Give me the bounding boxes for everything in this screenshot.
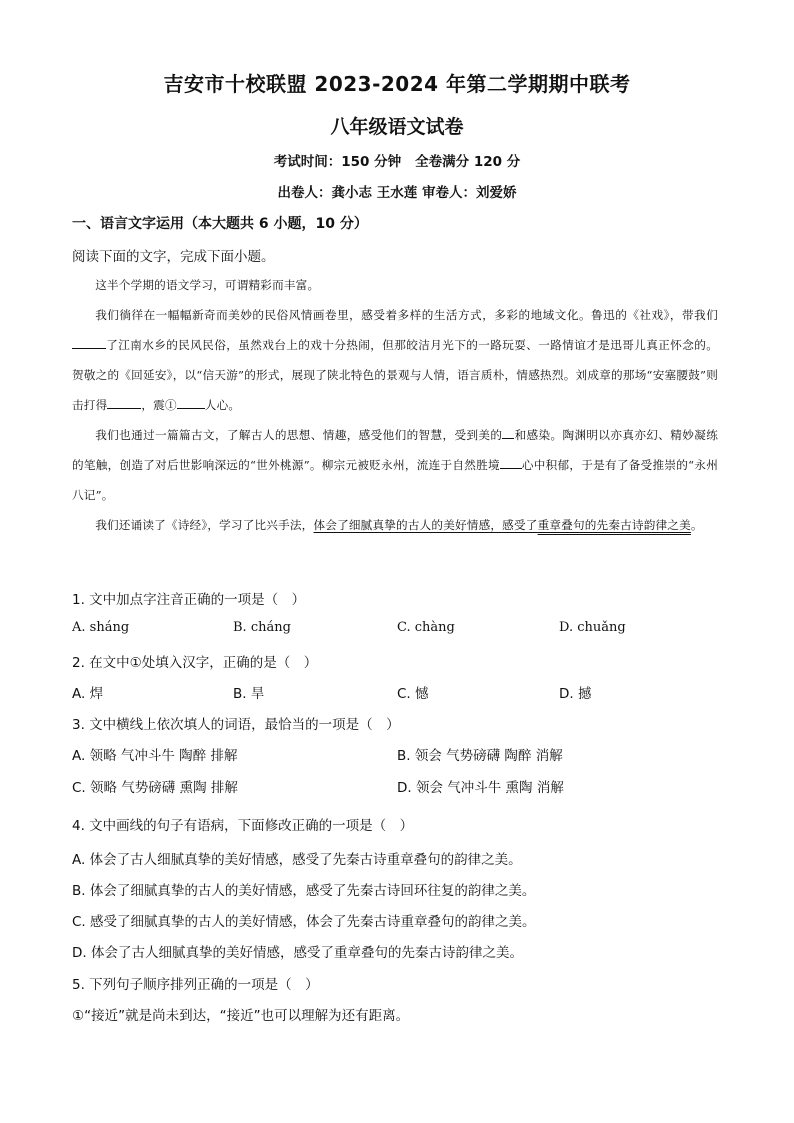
underlined-sentence-end: 重章叠句的先秦古诗韵律之美 — [537, 518, 691, 532]
option-d: D. 体会了古人细腻真挚的美好情感，感受了重章叠句的先秦古诗韵律之美。 — [72, 945, 523, 961]
exam-title: 吉安市十校联盟 2023-2024 年第二学期期中联考 — [163, 72, 631, 96]
option-c: C. chàng — [397, 620, 455, 635]
option-d: D. 撼 — [559, 686, 592, 702]
option-a: A. sháng — [72, 620, 130, 635]
question-2: 2. 在文中①处填入汉字，正确的是（ ） — [72, 655, 318, 671]
exam-time: 考试时间：150 分钟 — [273, 154, 402, 170]
passage-paragraph-4: 我们还诵读了《诗经》，学习了比兴手法，体会了细腻真挚的古人的美好情感，感受了重章叠句的先秦古诗韵律之美。 — [95, 518, 703, 532]
fill-blank — [500, 456, 522, 469]
option-d: D. 领会 气冲斗牛 熏陶 消解 — [397, 780, 564, 796]
passage-paragraph-3: 我们也通过一篇篇古文，了解古人的思想、情趣，感受他们的智慧，受到美的 和感染。陶渊明以亦真亦幻、精妙凝练的笔触，创造了对后世影响深远的“世外桃源”。柳宗元被贬永州，流连于自然胜境 心中积郁，于是有了备受推崇的“永州八记”。 — [72, 428, 718, 502]
passage-paragraph-2: 我们徜徉在一幅幅新奇而美妙的民俗风情画卷里，感受着多样的生活方式，多彩的地域文化。鲁迅的《社戏》，带我们了江南水乡的民风民俗，虽然戏台上的戏十分热闹，但那皎洁月光下的一路玩耍、一路情谊才是迅哥儿真正怀念的。贺敬之的《回延安》，以“信天游”的形式，展现了陕北特色的景观与人情，语言质朴，情感热烈。刘成章的那场“安塞腰鼓”则击打得 ，震① 人心。 — [72, 308, 718, 412]
option-b: B. 旱 — [233, 686, 265, 702]
option-d: D. chuǎng — [559, 620, 626, 635]
fill-blank — [177, 396, 205, 409]
full-score: 全卷满分 120 分 — [415, 154, 521, 170]
question-3: 3. 文中横线上依次填人的词语，最恰当的一项是（ ） — [72, 717, 400, 733]
option-c: C. 感受了细腻真挚的古人的美好情感，体会了先秦古诗重章叠句的韵律之美。 — [72, 914, 536, 930]
option-a: A. 焊 — [72, 686, 104, 702]
question-4: 4. 文中画线的句子有语病，下面修改正确的一项是（ ） — [72, 818, 414, 834]
reading-passage — [72, 270, 718, 540]
section-instruction: 阅读下面的文字，完成下面小题。 — [72, 249, 275, 265]
underlined-sentence: 体会了细腻真挚的古人的美好情感，感受了 — [313, 518, 538, 532]
option-c: C. 领略 气势磅礴 熏陶 排解 — [72, 780, 238, 796]
fill-blank — [72, 336, 106, 349]
exam-subtitle: 八年级语文试卷 — [330, 116, 464, 138]
section-heading: 一、语言文字运用（本大题共 6 小题，10 分） — [72, 216, 368, 232]
option-b: B. 体会了细腻真挚的古人的美好情感，感受了先秦古诗回环往复的韵律之美。 — [72, 883, 536, 899]
fill-blank — [107, 396, 141, 409]
passage-paragraph-1: 这半个学期的语文学习，可谓精彩而丰富。 — [95, 278, 320, 292]
exam-authors: 出卷人：龚小志 王水莲 审卷人：刘爱娇 — [277, 185, 517, 201]
question-1: 1. 文中加点字注音正确的一项是（ ） — [72, 592, 306, 608]
question-5: 5. 下列句子顺序排列正确的一项是（ ） — [72, 977, 319, 993]
fill-blank — [502, 426, 514, 439]
option-b: B. 领会 气势磅礴 陶醉 消解 — [397, 748, 563, 764]
option-a: A. 体会了古人细腻真挚的美好情感，感受了先秦古诗重章叠句的韵律之美。 — [72, 852, 522, 868]
exam-meta — [0, 150, 794, 170]
sentence-1: ①“接近”就是尚未到达，“接近”也可以理解为还有距离。 — [72, 1008, 410, 1024]
option-c: C. 憾 — [397, 686, 429, 702]
option-b: B. cháng — [233, 620, 291, 635]
option-a: A. 领略 气冲斗牛 陶醉 排解 — [72, 748, 238, 764]
